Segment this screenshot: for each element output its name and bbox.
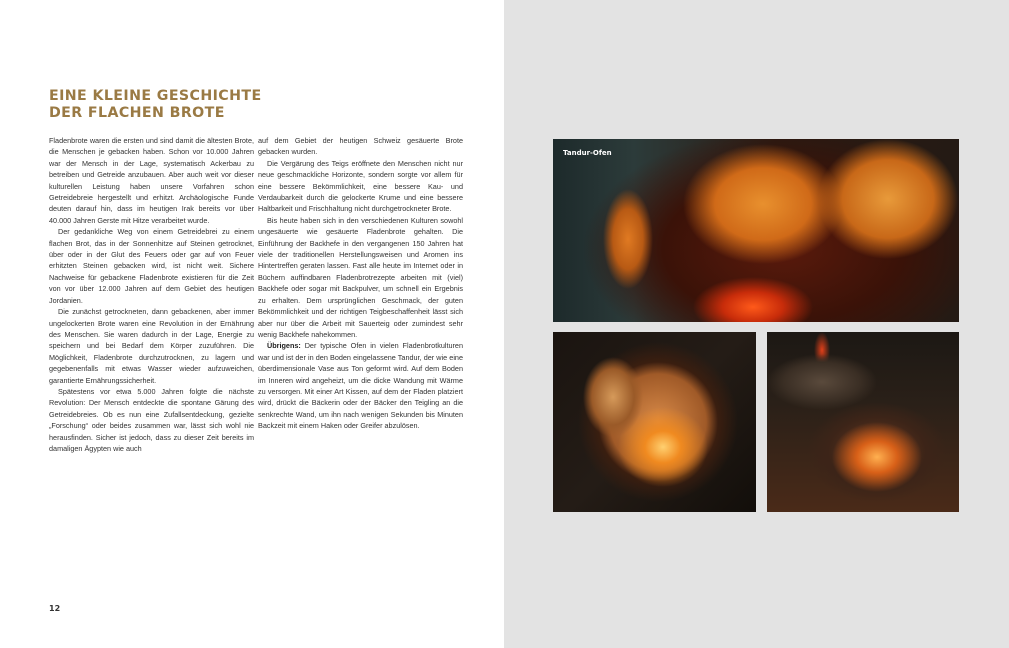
page-title-line-2: DER FLACHEN BROTE [49, 105, 225, 121]
paragraph: Fladenbrote waren die ersten und sind damit die ältesten Brote, die Menschen je gebacken haben. Schon vor 10.000 Jahren war der Mensch in der Lage, systematisch Ackerbau zu betreiben und Getreide anzubauen. Aber auch weit vor dieser kulturellen Leistung haben unsere Vorfahren schon Getreidebreie hergestellt und erhitzt. Archäologische Funde deuten darauf hin, dass im heutigen Irak bereits vor über 40.000 Jahren Gerste mit Hitze verarbeitet wurde. [49, 136, 254, 225]
page-title [49, 88, 309, 122]
note-label: Übrigens: [267, 341, 301, 351]
paragraph: Bis heute haben sich in den verschiedenen Kulturen sowohl ungesäuerte wie gesäuerte Fladenbrote gehalten. Die Einführung der Backhefe in den vergangenen 150 Jahren hat viele der traditionellen Herstellungsweisen und Aromen ins Hintertreffen geraten lassen. Fast alle heute im Internet oder in Büchern auffindbaren Fladenbrotrezepte arbeiten mit (viel) Backhefe oder sogar mit Backpulver, um schnell ein Ergebnis zu erhalten. Dem ursprünglichen Geschmack, der guten Bekömmlichkeit und der richtigen Teigbeschaffenheit lässt sich aber nur über die Arbeit mit Sauerteig oder zumindest sehr wenig Backhefe nahekommen. [258, 215, 463, 339]
photo-brick-tandur [553, 332, 756, 512]
paragraph: Spätestens vor etwa 5.000 Jahren folgte die nächste Revolution: Der Mensch entdeckte die spontane Gärung des Getreidebreies. Ob es nun eine Zufallsentdeckung, gezielte „Forschung“ oder beides zusammen war, lässt sich wohl nie herausfinden. Sicher ist jedoch, dass zu dieser Zeit bereits im damaligen Ägypten wie auch [49, 386, 254, 453]
paragraph: auf dem Gebiet der heutigen Schweiz gesäuerte Brote gebacken wurden. [258, 136, 463, 157]
text-column-left [49, 135, 254, 454]
paragraph-note [258, 340, 463, 431]
paragraph: Der gedankliche Weg von einem Getreidebrei zu einem flachen Brot, das in der Sonnenhitze auf Steinen getrocknet, über oder in der Glut des Feuers oder gar auf von Feuer erhitzten Steinen gebacken wird, ist nicht weit. Sichere Nachweise für gebackene Fladenbrote existieren für die Zeit von vor über 12.000 Jahren auf dem Gebiet des heutigen Jordanien. [49, 227, 254, 305]
text-column-right [258, 135, 463, 432]
paragraph: Die zunächst getrockneten, dann gebackenen, aber immer ungelockerten Brote waren eine Revolution in der Ernährung des Menschen. Sie waren dadurch in der Lage, Energie zu speichern und bei Bedarf dem Körper zuzuführen. Die Möglichkeit, Fladenbrote durchzutrocknen, zu lagern und gegebenenfalls mit etwas Wasser wieder aufzuweichen, garantierte Ernährungssicherheit. [49, 307, 254, 385]
paragraph: Die Vergärung des Teigs eröffnete den Menschen nicht nur neue geschmackliche Horizonte, sondern sorgte vor allem für eine bessere Bekömmlichkeit, eine bessere Kau- und Verdaubarkeit durch die gelockerte Krume und eine bessere Haltbarkeit und Frischhaltung nicht durchgetrockneter Brote. [258, 158, 463, 214]
left-page [0, 0, 504, 648]
note-text: Der typische Ofen in vielen Fladenbrotkulturen war und ist der in den Boden eingelassene Tandur, der wie eine überdimensionale Vase aus Ton geformt wird. Auf dem Boden im Inneren wird angeheizt, um die dicke Wandung mit Wärme zu versorgen. Mit einer Art Kissen, auf dem der Fladen platziert wird, drückt die Bäckerin oder der Bäcker den Teigling an die senkrechte Wand, um ihn nach wenigen Sekunden bis Minuten Backzeit mit einem Haken oder Greifer abzulösen. [258, 341, 463, 431]
page-title-line-1: EINE KLEINE GESCHICHTE [49, 88, 262, 104]
photo-caption: Tandur-Ofen [563, 149, 612, 157]
right-page [504, 0, 1009, 648]
photo-tandur-breads [553, 139, 959, 322]
page-number: 12 [49, 604, 61, 613]
photo-clay-tandur [767, 332, 959, 512]
